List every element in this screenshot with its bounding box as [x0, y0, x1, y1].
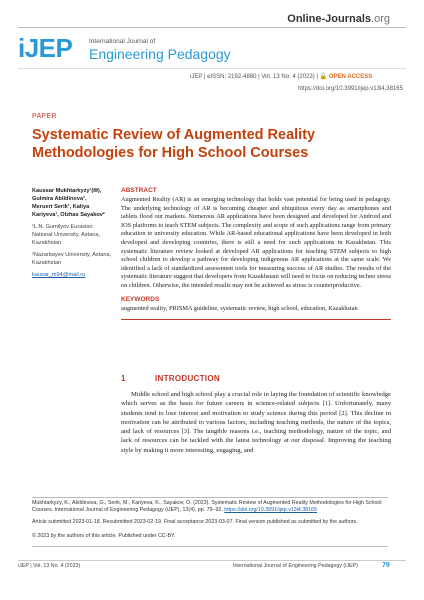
publisher-brand[interactable] [287, 13, 390, 25]
affiliation: ¹L.N. Gumilyov Eurasian National University, Astana, Kazakhstan [32, 224, 100, 246]
brand-main: Online-Journals [287, 13, 372, 25]
author-line: Kaussar Mukhtarkyzy¹(✉), [32, 188, 102, 194]
footer-rule [18, 560, 406, 561]
author-line: Gulmira Abildinova¹, [32, 196, 87, 202]
citation [32, 500, 388, 514]
author-email[interactable]: kausar_m94@mail.ru [32, 272, 86, 278]
article-dates: Article submitted 2023-01-18. Resubmitted 2023-02-19. Final acceptance 2023-03-07. Final version published as submitted by the authors. [32, 519, 358, 525]
author-line: Meruert Serik¹, Kaliya [32, 204, 90, 210]
footer-journal: International Journal of Engineering Pedagogy (iJEP) [233, 563, 358, 569]
abstract-heading: ABSTRACT [121, 187, 157, 194]
journal-logo: iJEP [18, 33, 73, 63]
issue-line [190, 73, 372, 80]
abstract-text: Augmented Reality (AR) is an emerging technology that holds vast potential for being used in pedagogy. The underlying technology of AR is becoming cheaper and ubiquitous every day as smartphones and tablets flood our markets. Numerous AR applications have been designed and developed for Android and IOS platforms to teach STEM subjects. The complexity and scope of such applications range from primary education to university education. While AR-based educational applications have been developed in both developed and developing countries, there is still a need for such applications in Kazakhstan. This systematic literature review looked at developed AR applications for teaching STEM subjects to high school children to develop a pathway for developing indigenous AR applications at the same scale. We identified a lack of standardized assessment tools for measuring success of AR studies. The results of the systematic literature suggest that developers from Kazakhstani will need to focus on reducing techno stress on children. Otherwise, the intended results may not be achieved as stress is counterproductive. [121, 196, 391, 289]
journal-name: Engineering Pedagogy [89, 46, 231, 62]
article-title: Systematic Review of Augmented Reality Methodologies for High School Courses [32, 127, 316, 161]
author-line: Kariyeva¹, Olzhas Sayakov² [32, 212, 105, 218]
intro-paragraph: Middle school and high school play a crucial role in laying the foundation of scientific knowledge which serves as the basis for future careers in science-related subjects [1]. Unfortunately, many students tend to lose interest and motivation to study science during this period [2]. This decline in motivation can be attributed to various factors, including teaching methods, the nature of the topics, and lack of resources [3]. The tangible reasons i.e., teaching methodology, nature of the topic, and lack of resources can be tackled with the latest technology at our disposal. Improving the teaching style by making it more interesting, engaging, and [121, 391, 391, 454]
affiliation: ²Nazarbayev University, Astana, Kazakhstan [32, 252, 112, 266]
issue-info: iJEP | eISSN: 2192-4880 | Vol. 13 No. 4 (2023) | [190, 74, 320, 80]
citation-doi-link[interactable]: https://doi.org/10.3991/ijep.v13i4.38165 [224, 507, 318, 513]
doi-link[interactable]: https://doi.org/10.3991/ijep.v13i4.38165 [297, 86, 403, 92]
copyright: © 2023 by the authors of this article. Published under CC-BY. [32, 533, 176, 539]
author-block [32, 187, 112, 279]
header-divider [18, 68, 406, 69]
page-number: 79 [382, 562, 390, 569]
open-access-badge: OPEN ACCESS [328, 74, 373, 80]
section-number: 1 [121, 374, 126, 383]
brand-tld: .org [371, 13, 390, 25]
journal-name-small: International Journal of [89, 38, 156, 45]
article-type: PAPER [32, 113, 57, 120]
header-rule [18, 27, 406, 28]
keywords-text: augmented reality, PRISMA guideline, systematic review, high school, education, Kazakhstan [121, 305, 358, 312]
section-heading: INTRODUCTION [155, 374, 220, 383]
citation-text: Mukhtarkyzy, K., Abildinova, G., Serik, M., Kariyeva, K., Sayakov, O. (2023). Systematic Review of Augmented Reality Methodologies for High School Courses. International Journal of Engineering Pedagogy (iJEP), 13(4), pp. 79–92. [32, 500, 382, 513]
keywords-heading: KEYWORDS [121, 296, 160, 303]
open-access-icon: 🔓 [319, 74, 328, 80]
section-rule [121, 319, 391, 320]
footer-issue: iJEP | Vol. 13 No. 4 (2023) [18, 563, 81, 569]
